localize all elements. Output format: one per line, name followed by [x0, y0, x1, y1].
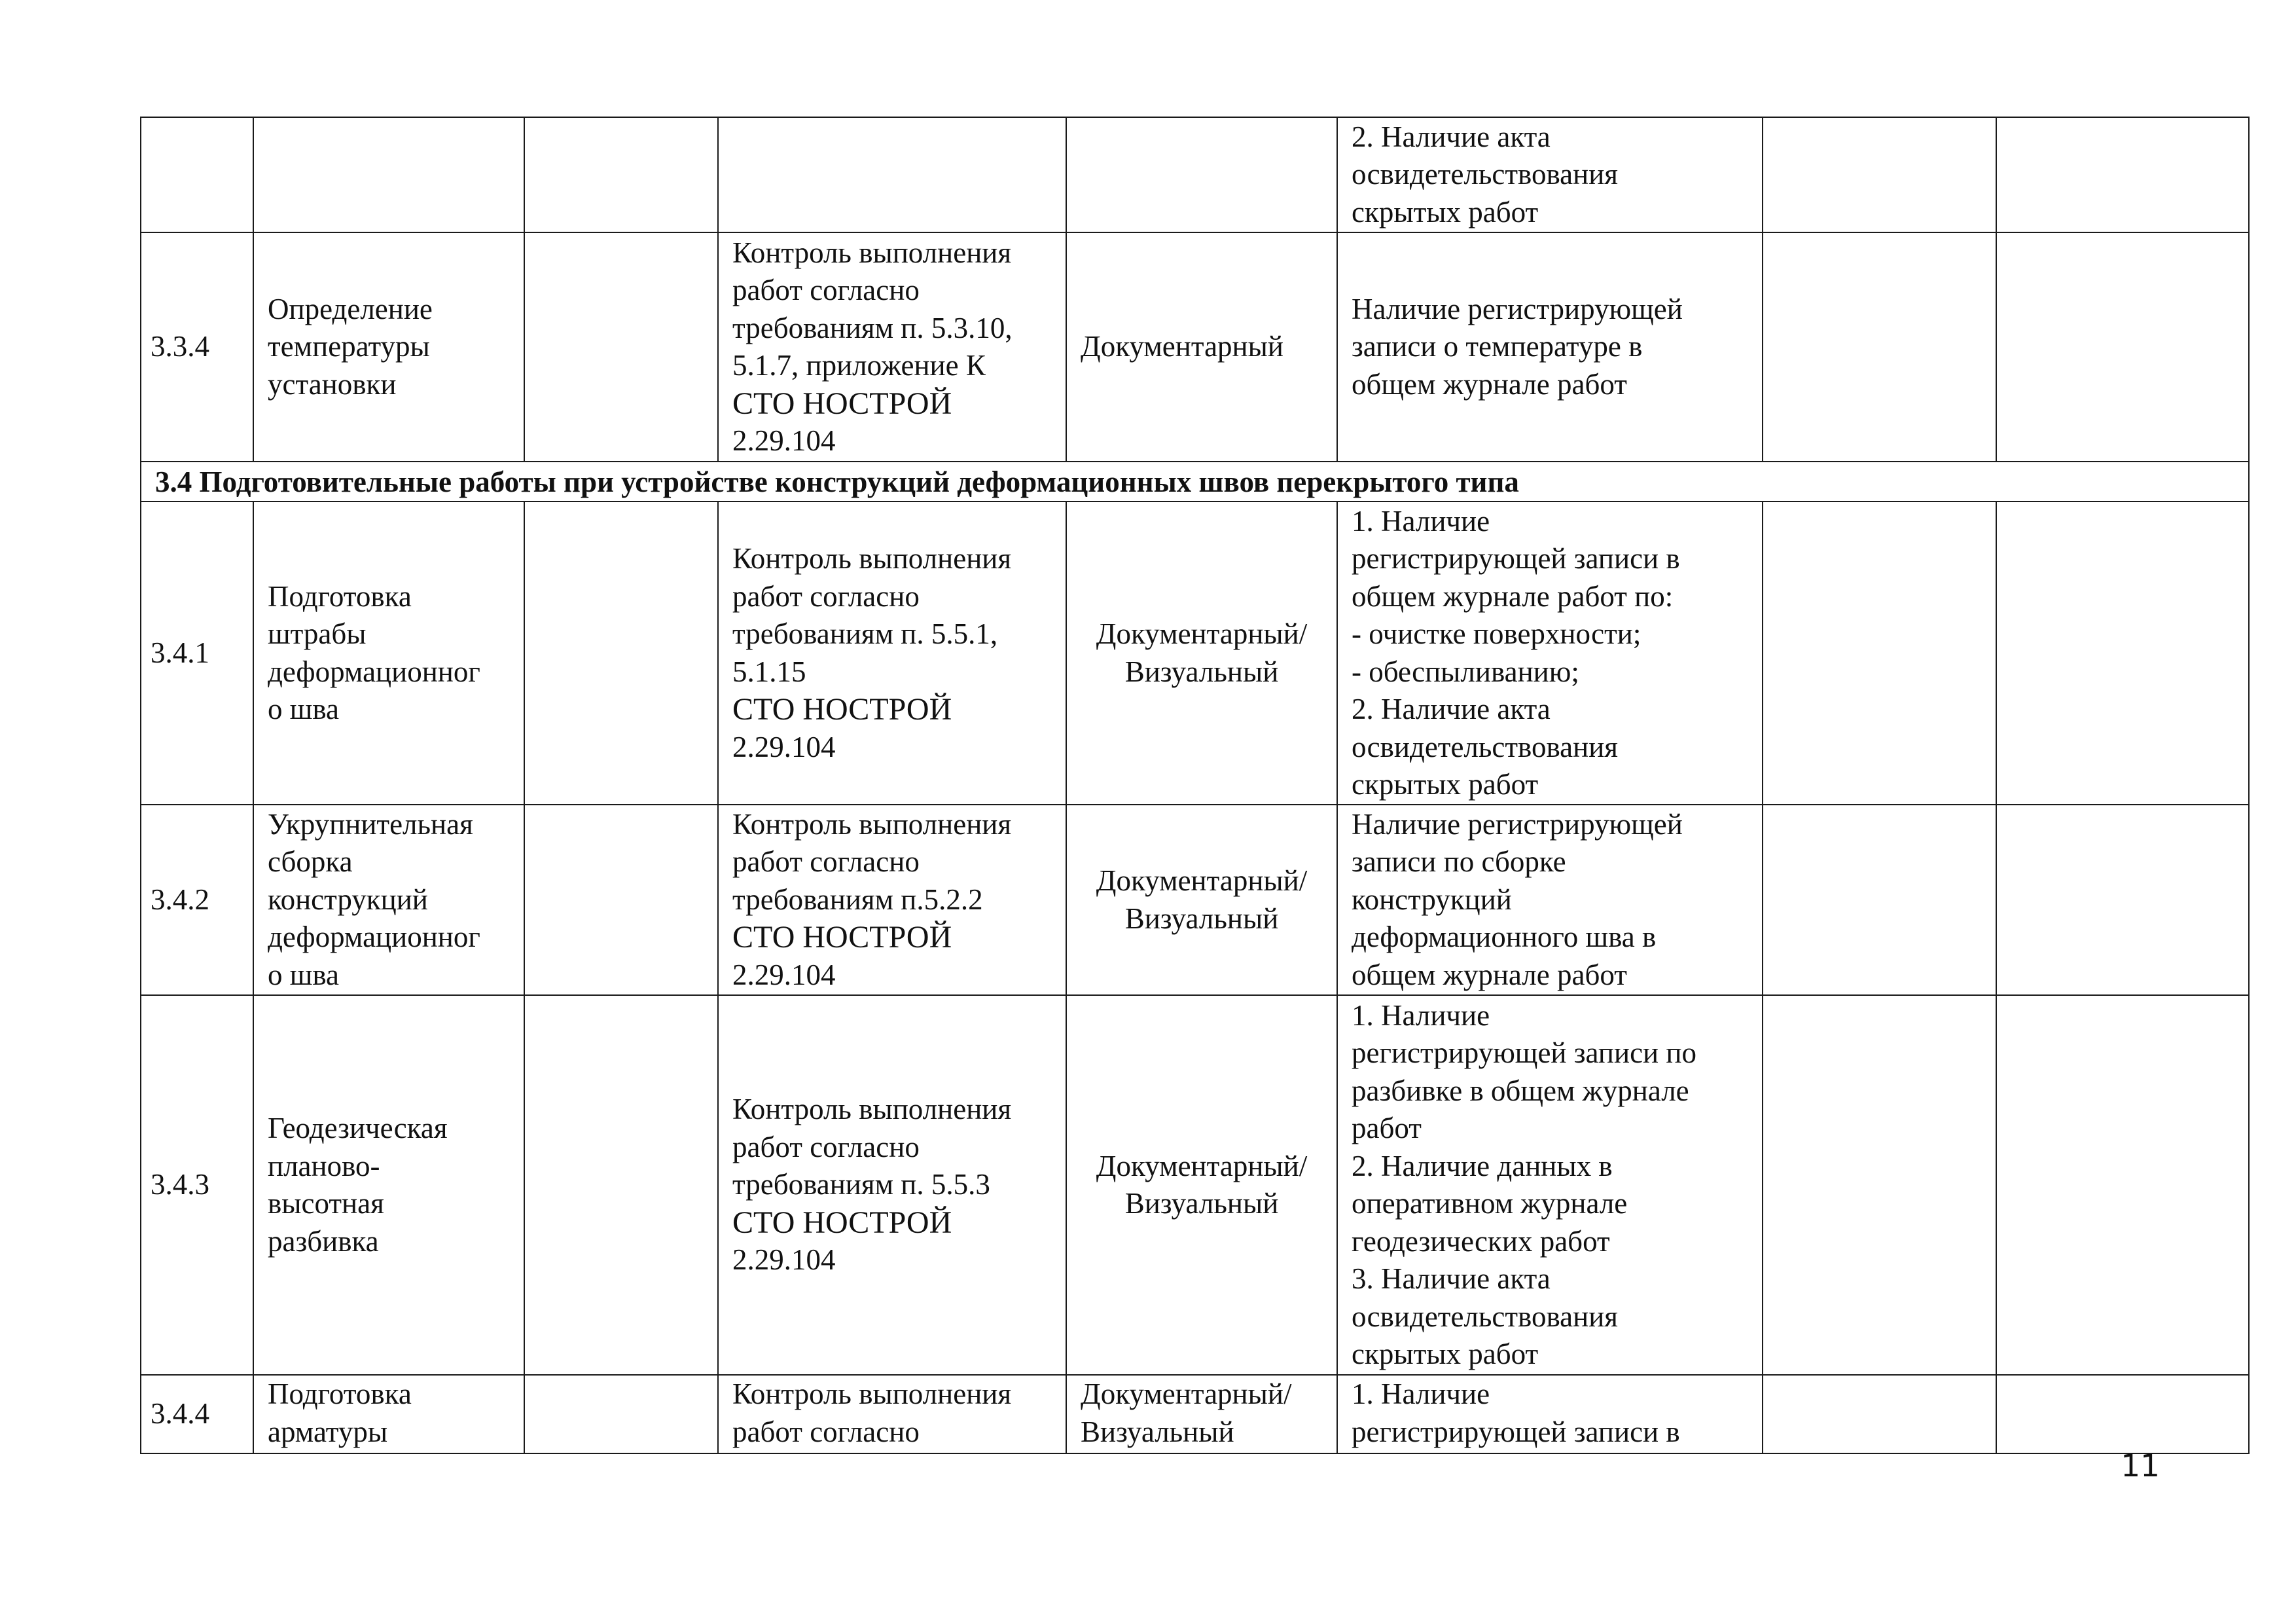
- row-method: Документарный/ Визуальный: [1066, 1375, 1337, 1453]
- table-row-3-4-4: [141, 1375, 2249, 1453]
- row-result: 1. Наличие регистрирующей записи по разбивке в общем журнале работ 2. Наличие данных в оперативном журнале геодезических работ 3. Наличие акта освидетельствования скрытых работ: [1337, 995, 1763, 1375]
- cell-blank: [1996, 117, 2249, 232]
- cell-result: 2. Наличие акта освидетельствования скрытых работ: [1337, 117, 1763, 232]
- cell-number: [141, 117, 253, 232]
- cell-method: [1066, 117, 1337, 232]
- row-control: Контроль выполнения работ согласно требованиям п. 5.3.10, 5.1.7, приложение К СТО НОСТРОЙ 2.29.104: [718, 232, 1066, 462]
- section-row-3-4: [141, 462, 2249, 501]
- cell-empty: [524, 805, 718, 995]
- table-row-continued: [141, 117, 2249, 232]
- table-row-3-3-4: [141, 232, 2249, 462]
- cell-blank: [1996, 1375, 2249, 1453]
- cell-empty: [524, 117, 718, 232]
- page-number: 11: [2121, 1448, 2160, 1484]
- row-name: Геодезическая планово- высотная разбивка: [253, 995, 524, 1375]
- row-result: 1. Наличие регистрирующей записи в: [1337, 1375, 1763, 1453]
- row-number: 3.4.1: [141, 501, 253, 805]
- row-method: Документарный/ Визуальный: [1066, 805, 1337, 995]
- control-table: [140, 117, 2250, 1454]
- table-row-3-4-1: [141, 501, 2249, 805]
- cell-blank: [1996, 501, 2249, 805]
- row-result: Наличие регистрирующей записи о температуре в общем журнале работ: [1337, 232, 1763, 462]
- row-control: Контроль выполнения работ согласно требованиям п.5.2.2 СТО НОСТРОЙ 2.29.104: [718, 805, 1066, 995]
- row-number: 3.4.3: [141, 995, 253, 1375]
- cell-blank: [1763, 501, 1996, 805]
- cell-blank: [1763, 805, 1996, 995]
- cell-empty: [524, 995, 718, 1375]
- section-title: 3.4 Подготовительные работы при устройстве конструкций деформационных швов перекрытого типа: [141, 462, 2249, 501]
- cell-blank: [1996, 995, 2249, 1375]
- row-method: Документарный/ Визуальный: [1066, 995, 1337, 1375]
- row-control: Контроль выполнения работ согласно требованиям п. 5.5.3 СТО НОСТРОЙ 2.29.104: [718, 995, 1066, 1375]
- row-method: Документарный: [1066, 232, 1337, 462]
- row-control: Контроль выполнения работ согласно: [718, 1375, 1066, 1453]
- cell-control: [718, 117, 1066, 232]
- row-result: 1. Наличие регистрирующей записи в общем журнале работ по: - очистке поверхности; - обеспыливанию; 2. Наличие акта освидетельствования скрытых работ: [1337, 501, 1763, 805]
- cell-empty: [524, 1375, 718, 1453]
- cell-blank: [1996, 232, 2249, 462]
- cell-empty: [524, 232, 718, 462]
- row-number: 3.4.4: [141, 1375, 253, 1453]
- row-name: Подготовка штрабы деформационног о шва: [253, 501, 524, 805]
- cell-empty: [524, 501, 718, 805]
- cell-blank: [1996, 805, 2249, 995]
- table-row-3-4-2: [141, 805, 2249, 995]
- cell-blank: [1763, 1375, 1996, 1453]
- cell-blank: [1763, 995, 1996, 1375]
- row-number: 3.4.2: [141, 805, 253, 995]
- row-name: Подготовка арматуры: [253, 1375, 524, 1453]
- table-row-3-4-3: [141, 995, 2249, 1375]
- row-control: Контроль выполнения работ согласно требованиям п. 5.5.1, 5.1.15 СТО НОСТРОЙ 2.29.104: [718, 501, 1066, 805]
- row-method: Документарный/ Визуальный: [1066, 501, 1337, 805]
- cell-blank: [1763, 117, 1996, 232]
- cell-name: [253, 117, 524, 232]
- cell-blank: [1763, 232, 1996, 462]
- row-name: Укрупнительная сборка конструкций деформационног о шва: [253, 805, 524, 995]
- row-number: 3.3.4: [141, 232, 253, 462]
- row-name: Определение температуры установки: [253, 232, 524, 462]
- row-result: Наличие регистрирующей записи по сборке конструкций деформационного шва в общем журнале работ: [1337, 805, 1763, 995]
